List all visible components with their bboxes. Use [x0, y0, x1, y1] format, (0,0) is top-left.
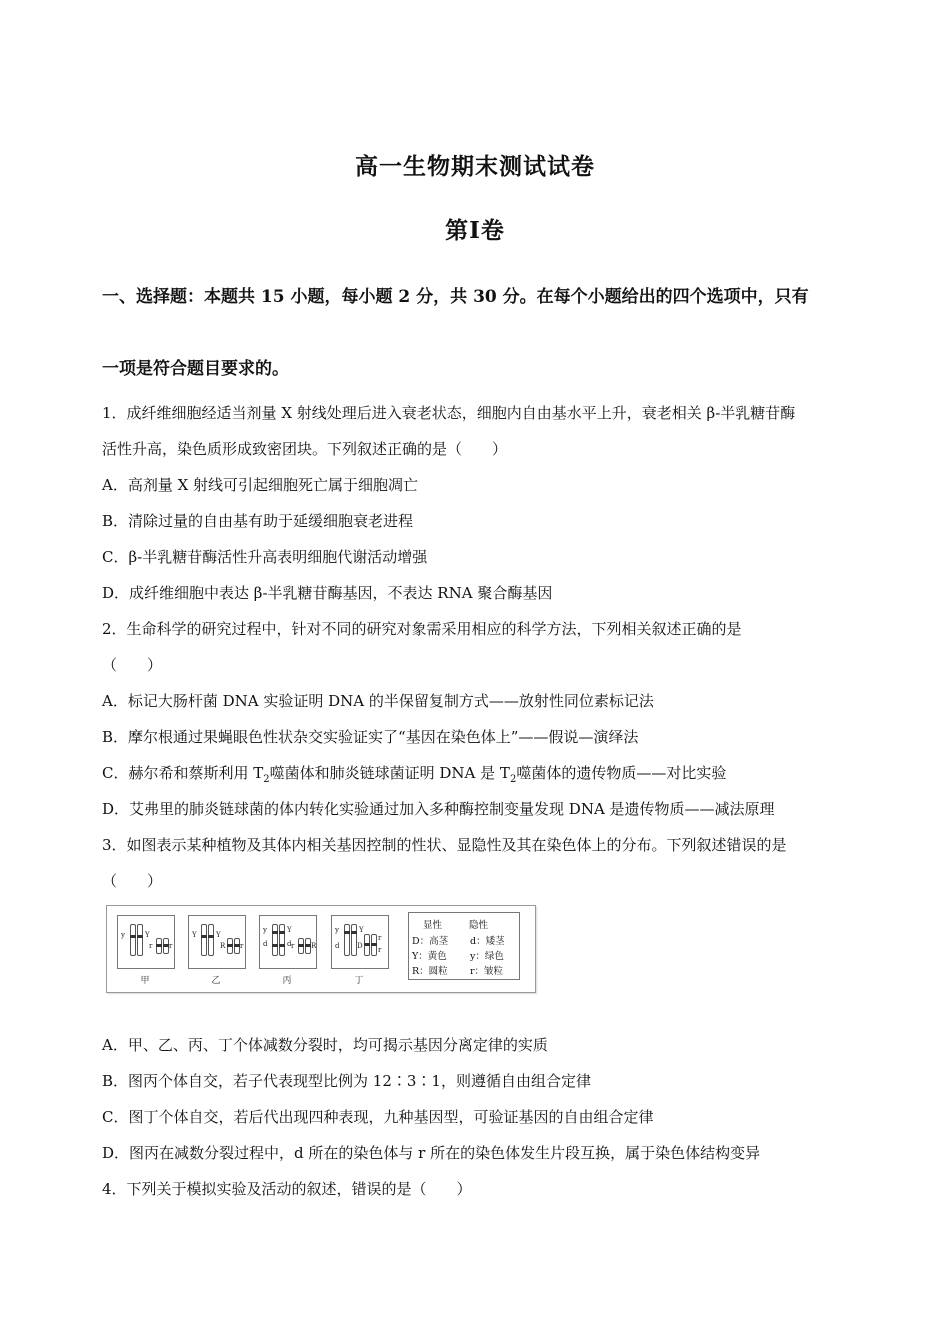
gene-label: r [149, 942, 153, 950]
q3-option-d: D．图丙在减数分裂过程中，d 所在的染色体与 r 所在的染色体发生片段互换，属于染色体结构变异 [102, 1144, 761, 1162]
legend-row: R：圆粒 r：皱粒 [412, 966, 504, 977]
gene-label: r [169, 942, 173, 950]
q1-option-b: B．清除过量的自由基有助于延缓细胞衰老进程 [102, 512, 414, 530]
q2-option-b: B．摩尔根通过果蝇眼色性状杂交实验证实了“基因在染色体上”——假说—演绎法 [102, 728, 639, 746]
gene-label: Y [145, 931, 150, 939]
chromosome [130, 924, 136, 956]
gene-label: r [240, 942, 244, 950]
volume-title: 第Ⅰ卷 [445, 217, 505, 244]
q2-stem: 2．生命科学的研究过程中，针对不同的研究对象需采用相应的科学方法，下列相关叙述正确的是 [102, 620, 742, 638]
panel-label: 乙 [211, 976, 221, 986]
gene-label: d [335, 942, 340, 950]
panel-jia [117, 915, 175, 969]
q2-stem-cont: （ ） [102, 656, 163, 674]
gene-label: r [378, 934, 382, 942]
gene-label: Y [216, 931, 221, 939]
chromosome [279, 924, 285, 956]
chromosome [201, 924, 207, 956]
q3-stem-cont: （ ） [102, 872, 163, 890]
panel-label: 甲 [140, 976, 150, 986]
gene-label: r [378, 946, 382, 954]
chromosome [227, 938, 233, 954]
q1-stem: 1．成纤维细胞经适当剂量 X 射线处理后进入衰老状态，细胞内自由基水平上升，衰老相关 β-半乳糖苷酶 [102, 404, 796, 422]
gene-label: y [121, 931, 125, 939]
q1-stem-cont: 活性升高，染色质形成致密团块。下列叙述正确的是（ ） [102, 440, 508, 458]
q3-stem: 3．如图表示某种植物及其体内相关基因控制的性状、显隐性及其在染色体上的分布。下列叙述错误的是 [102, 836, 787, 854]
gene-label: y [263, 926, 267, 934]
legend-header-recessive: 隐性 [469, 920, 489, 931]
panel-label: 丁 [354, 976, 364, 986]
gene-label: Y [359, 926, 364, 934]
chromosome [371, 934, 377, 956]
gene-label: d [263, 940, 268, 948]
gene-label: d [287, 940, 292, 948]
q1-option-c: C．β-半乳糖苷酶活性升高表明细胞代谢活动增强 [102, 548, 428, 566]
gene-label: Y [192, 931, 197, 939]
panel-label: 丙 [282, 976, 292, 986]
chromosome [137, 924, 143, 956]
q3-option-c: C．图丁个体自交，若后代出现四种表现，九种基因型，可验证基因的自由组合定律 [102, 1108, 654, 1126]
chromosome [156, 938, 162, 954]
gene-legend [408, 912, 520, 980]
q2-option-d: D．艾弗里的肺炎链球菌的体内转化实验通过加入多种酶控制变量发现 DNA 是遗传物质——减法原理 [102, 800, 775, 818]
gene-label: R [311, 942, 317, 950]
chromosome [208, 924, 214, 956]
gene-label: Y [287, 926, 292, 934]
gene-label: R [220, 942, 226, 950]
legend-row: Y：黄色 y：绿色 [412, 951, 504, 962]
gene-label: D [357, 942, 363, 950]
q2-option-c: C．赫尔希和蔡斯利用 $T_2$噬菌体和肺炎链球菌证明 DNA 是 $T_2$噬菌体的遗传物质——对比实验 [102, 764, 727, 785]
legend-header-dominant: 显性 [423, 920, 443, 931]
q3-option-b: B．图丙个体自交，若子代表现型比例为 12∶3∶1，则遵循自由组合定律 [102, 1072, 591, 1090]
legend-row: D：高茎 d：矮茎 [412, 936, 505, 947]
panel-ding [331, 915, 389, 969]
chromosome [351, 924, 357, 956]
section-heading: 一、选择题：本题共 15 小题，每小题 2 分，共 30 分。在每个小题给出的四个选项中，只有 [102, 287, 809, 307]
chromosome [272, 924, 278, 956]
q4-stem: 4．下列关于模拟实验及活动的叙述，错误的是（ ） [102, 1180, 472, 1198]
chromosome [298, 938, 304, 954]
q1-option-d: D．成纤维细胞中表达 β-半乳糖苷酶基因，不表达 RNA 聚合酶基因 [102, 584, 553, 602]
panel-yi [188, 915, 246, 969]
q3-option-a: A．甲、乙、丙、丁个体减数分裂时，均可揭示基因分离定律的实质 [102, 1036, 548, 1054]
q1-option-a: A．高剂量 X 射线可引起细胞死亡属于细胞凋亡 [102, 476, 419, 494]
gene-label: y [335, 926, 339, 934]
chromosome [364, 934, 370, 956]
panel-bing [259, 915, 317, 969]
gene-label: r [291, 942, 295, 950]
chromosome [344, 924, 350, 956]
section-heading-cont: 一项是符合题目要求的。 [102, 359, 289, 379]
chromosome-figure [106, 905, 536, 993]
q2-option-a: A．标记大肠杆菌 DNA 实验证明 DNA 的半保留复制方式——放射性同位素标记法 [102, 692, 654, 710]
page-title: 高一生物期末测试试卷 [355, 153, 595, 180]
